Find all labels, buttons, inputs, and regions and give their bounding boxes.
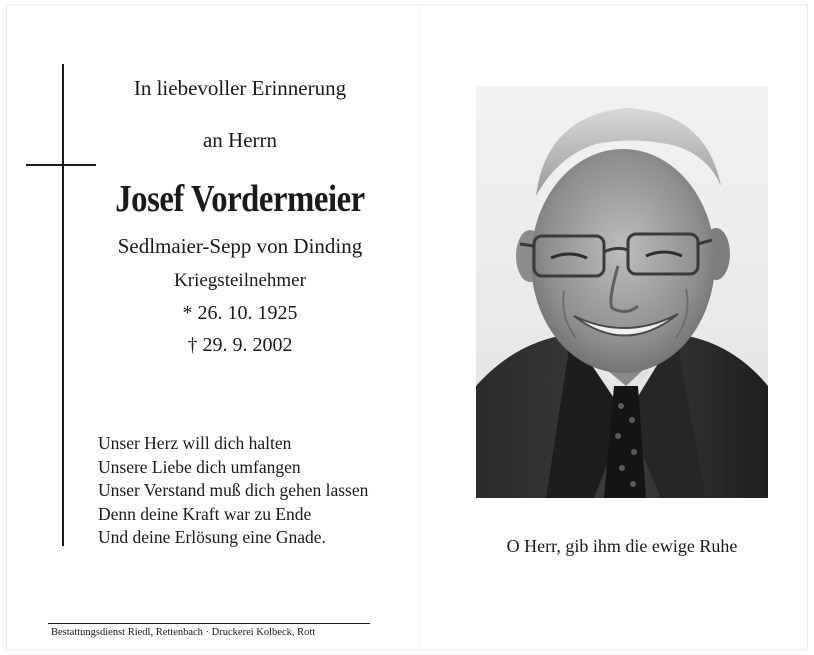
nickname-line: Sedlmaier-Sepp von Dinding (117, 234, 363, 258)
cross-horizontal-bar (26, 164, 96, 166)
role-line: Kriegsteilnehmer (174, 270, 306, 291)
intro-line: In liebevoller Erinnerung (133, 76, 347, 100)
poem-line: Denn deine Kraft war zu Ende (98, 503, 312, 524)
poem-line: Unsere Liebe dich umfangen (98, 456, 301, 477)
footer-rule (48, 623, 370, 624)
poem-line: Unser Herz will dich halten (98, 433, 292, 453)
poem-line: Und deine Erlösung eine Gnade. (98, 527, 326, 547)
birth-date: * 26. 10. 1925 (182, 302, 298, 324)
portrait-photo (476, 86, 768, 498)
deceased-name: Josef Vordermeier (115, 178, 365, 220)
printer-credit: Bestattungsdienst Riedl, Rettenbach · Druckerei Kolbeck, Rott (51, 627, 316, 638)
portrait-illustration (476, 86, 768, 498)
poem-line: Unser Verstand muß dich gehen lassen (98, 480, 369, 500)
salutation-line: an Herrn (202, 128, 278, 152)
death-date: † 29. 9. 2002 (187, 334, 293, 356)
prayer-caption: O Herr, gib ihm die ewige Ruhe (506, 536, 738, 556)
poem (98, 432, 368, 550)
